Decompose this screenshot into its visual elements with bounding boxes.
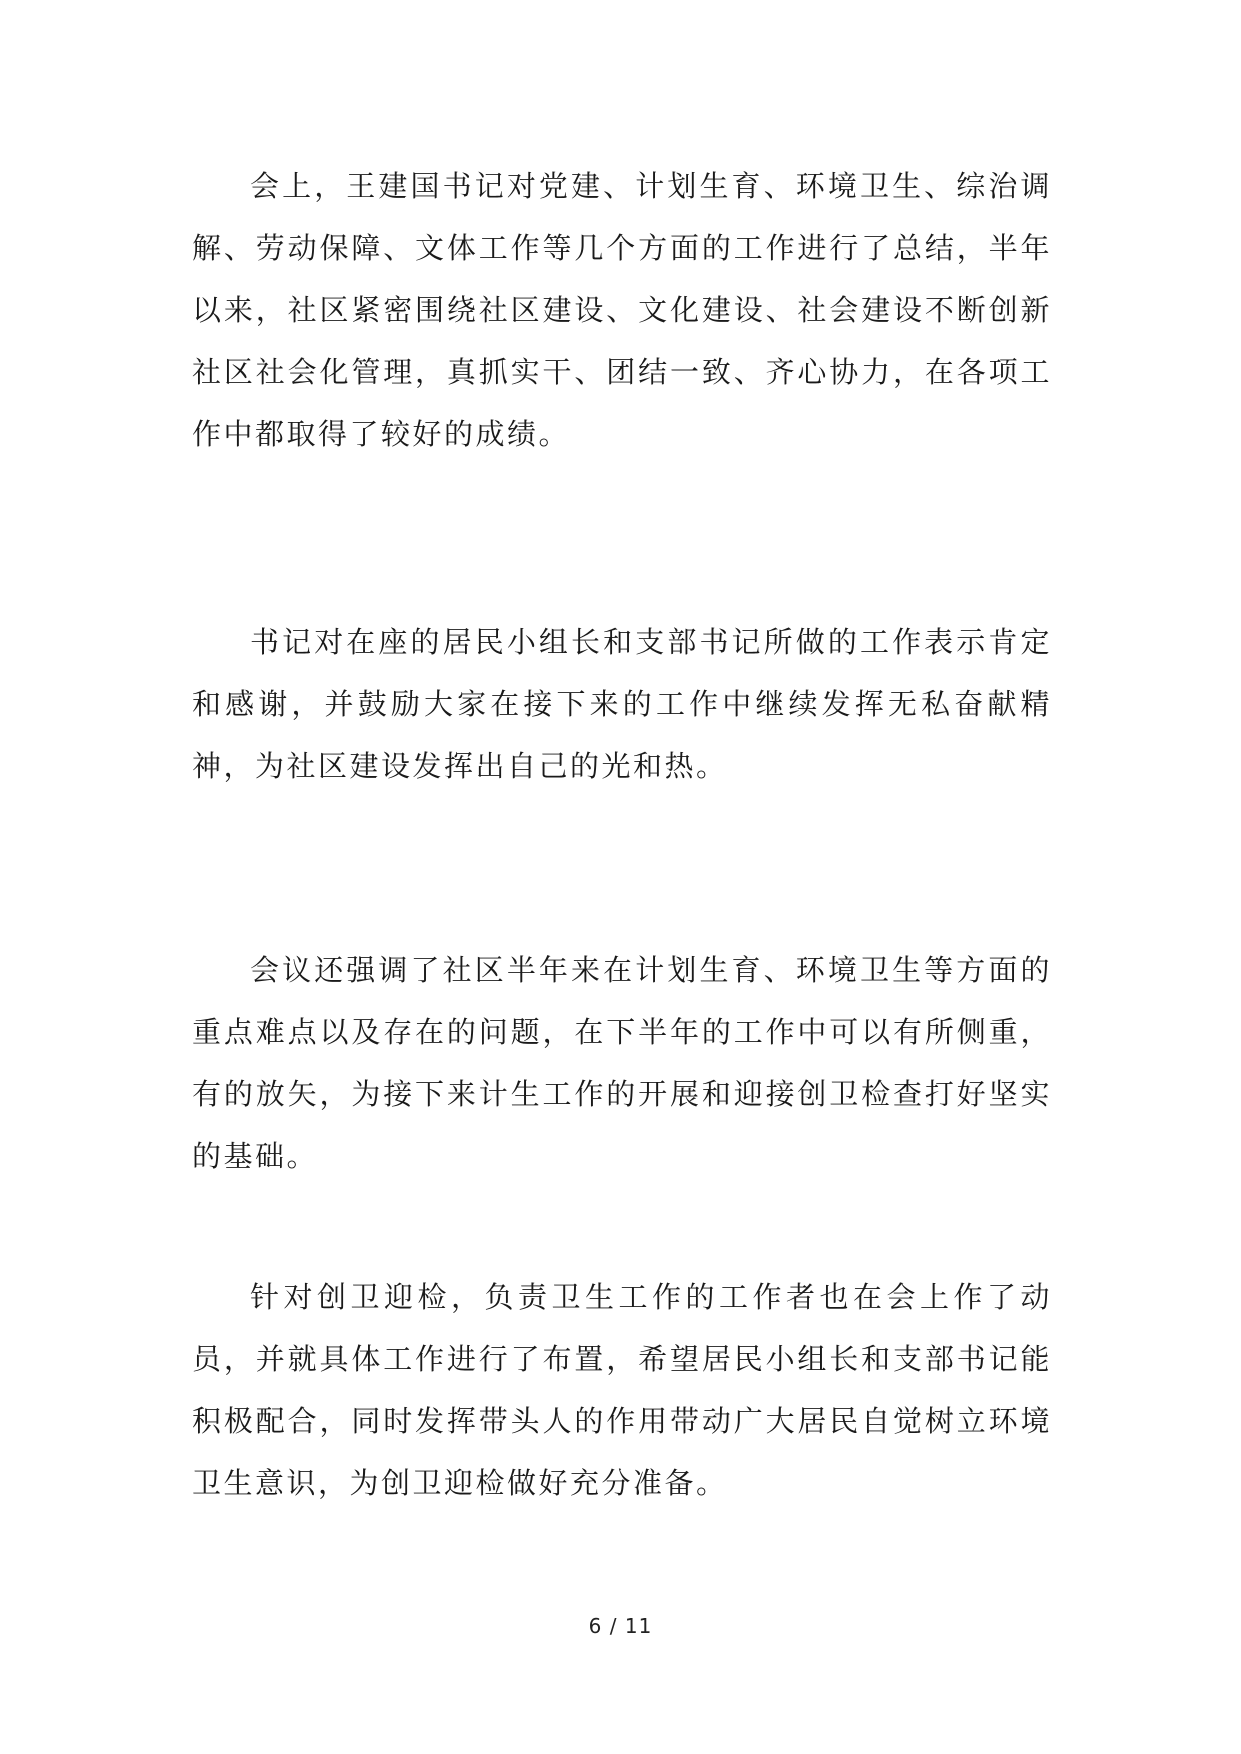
paragraph-sanitation-mobilization: 针对创卫迎检，负责卫生工作的工作者也在会上作了动员，并就具体工作进行了布置，希望居民小组长和支部书记能积极配合，同时发挥带头人的作用带动广大居民自觉树立环境卫生意识，为创卫迎检做好充分准备。 [192,1280,1052,1500]
paragraph-meeting-emphasis: 会议还强调了社区半年来在计划生育、环境卫生等方面的重点难点以及存在的问题，在下半年的工作中可以有所侧重，有的放矢，为接下来计生工作的开展和迎接创卫检查打好坚实的基础。 [192,953,1052,1173]
paragraph-secretary-thanks: 书记对在座的居民小组长和支部书记所做的工作表示肯定和感谢，并鼓励大家在接下来的工作中继续发挥无私奋献精神，为社区建设发挥出自己的光和热。 [192,625,1052,783]
page-number: 6 / 11 [588,1614,653,1638]
paragraph-meeting-summary: 会上，王建国书记对党建、计划生育、环境卫生、综治调解、劳动保障、文体工作等几个方面的工作进行了总结，半年以来，社区紧密围绕社区建设、文化建设、社会建设不断创新社区社会化管理，真抓实干、团结一致、齐心协力，在各项工作中都取得了较好的成绩。 [192,169,1052,451]
